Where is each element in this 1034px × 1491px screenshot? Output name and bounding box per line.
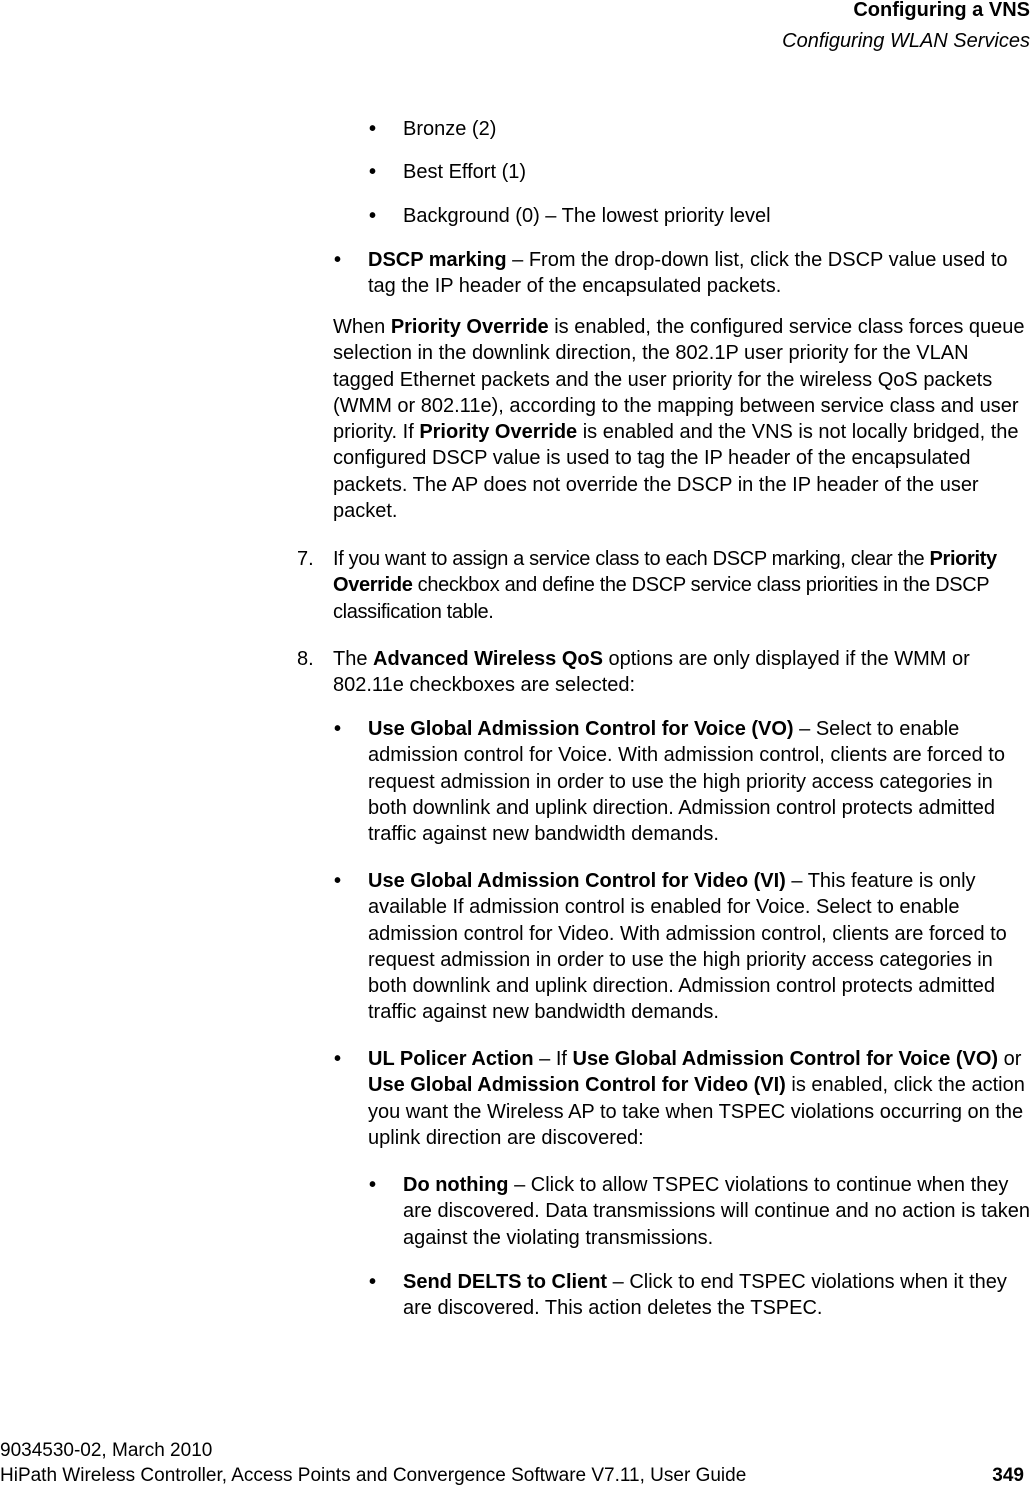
dscp-marking-item: DSCP marking – From the drop-down list, click the DSCP value used to tag the IP header of the encapsulated packets. — [368, 249, 1008, 298]
admission-voice-item: Use Global Admission Control for Voice (VO) – Select to enable admission control for Voice. With admission control, clients are forced to request admission in order to use the high priority access categories in both downlink and uplink direction. Admission control protects admitted traffic against new bandwidth demands. — [368, 718, 1005, 846]
admission-video-item: Use Global Admission Control for Video (VI) – This feature is only available If admission control is enabled for Voice. Select to enable admission control for Video. With admission control, clients are forced to request admission in order to use the high priority access categories in both downlink and uplink direction. Admission control protects admitted traffic against new bandwidth demands. — [368, 870, 1007, 1024]
step-number: 8. — [297, 648, 314, 670]
list-item-bronze: Bronze (2) — [403, 118, 497, 140]
do-nothing-item: Do nothing – Click to allow TSPEC violations to continue when they are discovered. Data transmissions will continue and no action is taken against the violating transmissions. — [403, 1174, 1030, 1249]
step-7-text: If you want to assign a service class to each DSCP marking, clear the Priority Override checkbox and define the DSCP service class priorities in the DSCP classification table. — [333, 548, 997, 623]
bullet-icon: • — [334, 1048, 342, 1070]
bullet-icon: • — [334, 718, 342, 740]
list-item-background: Background (0) – The lowest priority level — [403, 205, 771, 227]
list-item-best-effort: Best Effort (1) — [403, 161, 527, 183]
bullet-icon: • — [369, 1271, 377, 1293]
bullet-icon: • — [334, 870, 342, 892]
bullet-icon: • — [369, 118, 377, 140]
section-title: Configuring WLAN Services — [782, 30, 1030, 52]
chapter-title: Configuring a VNS — [853, 0, 1030, 21]
send-delts-item: Send DELTS to Client – Click to end TSPEC violations when it they are discovered. This action deletes the TSPEC. — [403, 1271, 1007, 1320]
step-number: 7. — [297, 548, 314, 570]
priority-override-paragraph: When Priority Override is enabled, the configured service class forces queue selection in the downlink direction, the 802.1P user priority for the VLAN tagged Ethernet packets and the user priority for the wireless QoS packets (WMM or 802.11e), according to the mapping between service class and user priority. If Priority Override is enabled and the VNS is not locally bridged, the configured DSCP value is used to tag the IP header of the encapsulated packets. The AP does not override the DSCP in the IP header of the user packet. — [333, 316, 1025, 523]
guide-title: HiPath Wireless Controller, Access Points and Convergence Software V7.11, User Guide — [0, 1465, 747, 1486]
page-number: 349 — [992, 1465, 1024, 1486]
doc-number: 9034530-02, March 2010 — [0, 1440, 213, 1461]
bullet-icon: • — [369, 205, 377, 227]
bullet-icon: • — [369, 161, 377, 183]
bullet-icon: • — [334, 249, 342, 271]
term-dscp-marking: DSCP marking — [368, 249, 507, 271]
ul-policer-item: UL Policer Action – If Use Global Admission Control for Voice (VO) or Use Global Admission Control for Video (VI) is enabled, click the action you want the Wireless AP to take when TSPEC violations occurring on the uplink direction are discovered: — [368, 1048, 1025, 1149]
step-8-text: The Advanced Wireless QoS options are only displayed if the WMM or 802.11e checkboxes are selected: — [333, 648, 970, 697]
bullet-icon: • — [369, 1174, 377, 1196]
